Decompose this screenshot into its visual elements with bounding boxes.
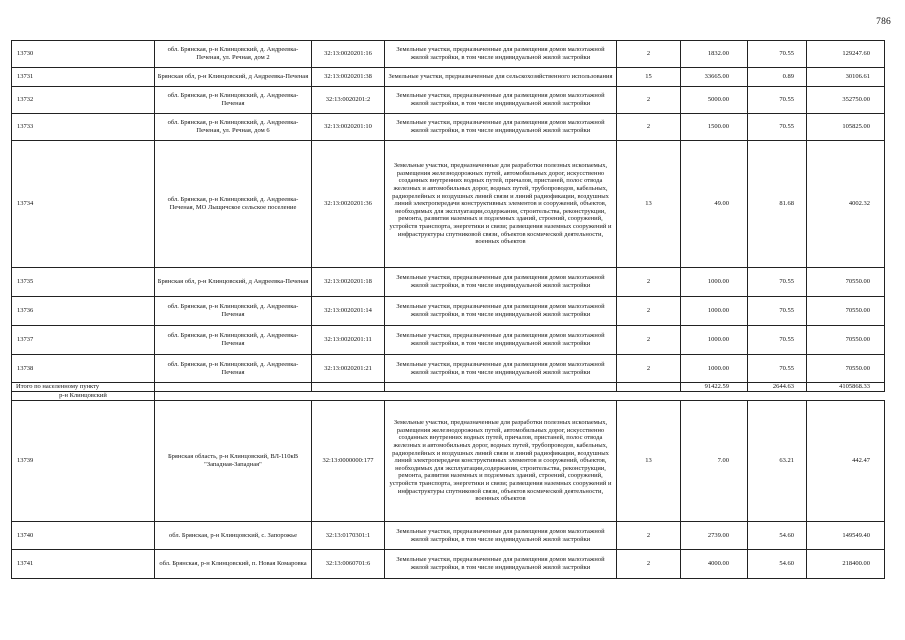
table-row — [12, 68, 885, 87]
use-group-cell: 2 — [617, 297, 681, 326]
cadastral-value-cell: 70550.00 — [807, 326, 885, 355]
address-cell: Брянская область, р-н Клинцовский, ВЛ-110кВ "Западная-Западная" — [155, 401, 312, 522]
address-cell: обл. Брянская, р-н Клинцовский, д. Андреевка-Печеная, ул. Речная, дом 2 — [155, 41, 312, 68]
cadastral-value-cell: 4002.32 — [807, 141, 885, 268]
use-group-cell: 2 — [617, 87, 681, 114]
table-row — [12, 41, 885, 68]
land-use-cell: Земельные участки, предназначенные для размещения домов малоэтажной жилой застройки, в том числе индивидуальной жилой застройки — [385, 87, 617, 114]
specific-value-cell: 70.55 — [748, 114, 807, 141]
use-group-cell: 2 — [617, 550, 681, 579]
use-group-cell: 2 — [617, 326, 681, 355]
cadastral-value-cell: 70550.00 — [807, 355, 885, 383]
cadastral-value-cell: 30106.61 — [807, 68, 885, 87]
specific-value-cell: 70.55 — [748, 297, 807, 326]
specific-value-cell: 70.55 — [748, 355, 807, 383]
area-cell: 49.00 — [681, 141, 748, 268]
cadastral-value-cell: 352750.00 — [807, 87, 885, 114]
row-number: 13738 — [12, 355, 155, 383]
area-cell: 1000.00 — [681, 297, 748, 326]
page-number: 786 — [876, 17, 891, 27]
use-group-cell: 15 — [617, 68, 681, 87]
use-group-cell: 2 — [617, 114, 681, 141]
cadastral-value-cell: 149549.40 — [807, 522, 885, 550]
table-row — [12, 297, 885, 326]
address-cell: обл. Брянская, р-н Клинцовский, с. Запорожье — [155, 522, 312, 550]
row-number: 13741 — [12, 550, 155, 579]
specific-value-cell: 81.68 — [748, 141, 807, 268]
land-use-cell: Земельные участки, предназначенные для размещения домов малоэтажной жилой застройки, в том числе индивидуальной жилой застройки — [385, 522, 617, 550]
use-group-cell: 13 — [617, 141, 681, 268]
table-row — [12, 401, 885, 522]
cadastral-value-table — [11, 40, 885, 579]
specific-value-cell: 70.55 — [748, 41, 807, 68]
land-use-cell: Земельные участки, предназначенные для размещения домов малоэтажной жилой застройки, в том числе индивидуальной жилой застройки — [385, 114, 617, 141]
row-number: 13740 — [12, 522, 155, 550]
cadastral-value-cell: 70550.00 — [807, 268, 885, 297]
area-cell: 1000.00 — [681, 355, 748, 383]
area-cell: 1000.00 — [681, 326, 748, 355]
area-cell: 33665.00 — [681, 68, 748, 87]
land-use-cell: Земельные участки, предназначенные для разработки полезных ископаемых, размещения железнодорожных путей, автомобильных дорог, искусственно созданных внутренних водных путей, причалов, пристаней, полос отвода железных и автомобильных дорог, водных путей, трубопроводов, кабельных, радиорелейных и воздушных линий связи и линий радиофикации, воздушных линий электропередачи конструктивных элементов и сооружений, объектов, необходимых для эксплуатации,содержания, строительства, реконструкции, ремонта, развития наземных и подземных зданий, строений, сооружений, устройств транспорта, энергетики и связи; размещения наземных сооружений и инфраструктуры спутниковой связи, объектов космической деятельности, военных объектов — [385, 401, 617, 522]
table-row — [12, 268, 885, 297]
area-cell: 4000.00 — [681, 550, 748, 579]
land-use-cell: Земельные участки, предназначенные для сельскохозяйственного использования — [385, 68, 617, 87]
address-cell: обл. Брянская, р-н Клинцовский, д. Андреевка-Печеная — [155, 297, 312, 326]
cadastral-number-cell: 32:13:0020201:11 — [312, 326, 385, 355]
address-cell: обл. Брянская, р-н Клинцовский, д. Андреевка-Печеная, МО Лыщичское сельское поселение — [155, 141, 312, 268]
cadastral-value-cell: 70550.00 — [807, 297, 885, 326]
land-use-cell: Земельные участки, предназначенные для размещения домов малоэтажной жилой застройки, в том числе индивидуальной жилой застройки — [385, 268, 617, 297]
cadastral-value-cell: 442.47 — [807, 401, 885, 522]
table-row — [12, 326, 885, 355]
settlement-total-row — [12, 383, 885, 392]
address-cell: Брянская обл, р-н Клинцовский, д Андреевка-Печеная — [155, 268, 312, 297]
address-cell: обл. Брянская, р-н Клинцовский, д. Андреевка-Печеная, ул. Речная, дом 6 — [155, 114, 312, 141]
section-empty-cell — [155, 392, 885, 401]
row-number: 13734 — [12, 141, 155, 268]
land-use-cell: Земельные участки, предназначенные для разработки полезных ископаемых, размещения железнодорожных путей, автомобильных дорог, искусственно созданных внутренних водных путей, причалов, пристаней, полос отвода железных и автомобильных дорог, водных путей, трубопроводов, кабельных, радиорелейных и воздушных линий связи и линий радиофикации, воздушных линий электропередачи конструктивных элементов и сооружений, объектов, необходимых для эксплуатации,содержания, строительства, реконструкции, ремонта, развития наземных и подземных зданий, строений, сооружений, устройств транспорта, энергетики и связи; размещения наземных сооружений и инфраструктуры спутниковой связи, объектов космической деятельности, военных объектов — [385, 141, 617, 268]
specific-value-cell: 0.89 — [748, 68, 807, 87]
district-label: р-н Клинцовский — [12, 392, 155, 401]
district-section-row — [12, 392, 885, 401]
table-body-bottom — [12, 401, 885, 579]
row-number: 13730 — [12, 41, 155, 68]
total-empty-cell — [312, 383, 385, 392]
cadastral-number-cell: 32:13:0020201:2 — [312, 87, 385, 114]
total-rate: 2644.63 — [748, 383, 807, 392]
land-use-cell: Земельные участки, предназначенные для размещения домов малоэтажной жилой застройки, в том числе индивидуальной жилой застройки — [385, 355, 617, 383]
total-empty-cell — [617, 383, 681, 392]
total-empty-cell — [155, 383, 312, 392]
specific-value-cell: 54.60 — [748, 550, 807, 579]
land-use-cell: Земельные участки, предназначенные для размещения домов малоэтажной жилой застройки, в том числе индивидуальной жилой застройки — [385, 297, 617, 326]
table-row — [12, 141, 885, 268]
row-number: 13736 — [12, 297, 155, 326]
table-row — [12, 355, 885, 383]
cadastral-number-cell: 32:13:0020201:16 — [312, 41, 385, 68]
cadastral-value-cell: 105825.00 — [807, 114, 885, 141]
cadastral-number-cell: 32:13:0170301:1 — [312, 522, 385, 550]
specific-value-cell: 70.55 — [748, 87, 807, 114]
use-group-cell: 2 — [617, 41, 681, 68]
cadastral-number-cell: 32:13:0020201:18 — [312, 268, 385, 297]
total-area: 91422.59 — [681, 383, 748, 392]
address-cell: обл. Брянская, р-н Клинцовский, д. Андреевка-Печеная — [155, 355, 312, 383]
use-group-cell: 2 — [617, 522, 681, 550]
area-cell: 1832.00 — [681, 41, 748, 68]
cadastral-value-cell: 218400.00 — [807, 550, 885, 579]
area-cell: 5000.00 — [681, 87, 748, 114]
cadastral-number-cell: 32:13:0020201:21 — [312, 355, 385, 383]
address-cell: обл. Брянская, р-н Клинцовский, д. Андреевка-Печеная — [155, 87, 312, 114]
table-row — [12, 522, 885, 550]
specific-value-cell: 70.55 — [748, 268, 807, 297]
land-use-cell: Земельные участки, предназначенные для размещения домов малоэтажной жилой застройки, в том числе индивидуальной жилой застройки — [385, 326, 617, 355]
address-cell: обл. Брянская, р-н Клинцовский, д. Андреевка-Печеная — [155, 326, 312, 355]
row-number: 13735 — [12, 268, 155, 297]
row-number: 13739 — [12, 401, 155, 522]
address-cell: Брянская обл, р-н Клинцовский, д Андреевка-Печеная — [155, 68, 312, 87]
cadastral-value-cell: 129247.60 — [807, 41, 885, 68]
total-value: 4105868.33 — [807, 383, 885, 392]
area-cell: 1500.00 — [681, 114, 748, 141]
use-group-cell: 2 — [617, 355, 681, 383]
land-use-cell: Земельные участки, предназначенные для размещения домов малоэтажной жилой застройки, в том числе индивидуальной жилой застройки — [385, 550, 617, 579]
table-body-total — [12, 383, 885, 401]
row-number: 13737 — [12, 326, 155, 355]
row-number: 13732 — [12, 87, 155, 114]
area-cell: 7.00 — [681, 401, 748, 522]
area-cell: 1000.00 — [681, 268, 748, 297]
row-number: 13733 — [12, 114, 155, 141]
total-label: Итого по населенному пункту — [12, 383, 155, 392]
cadastral-number-cell: 32:13:0020201:10 — [312, 114, 385, 141]
use-group-cell: 2 — [617, 268, 681, 297]
cadastral-number-cell: 32:13:0020201:36 — [312, 141, 385, 268]
cadastral-number-cell: 32:13:0020201:14 — [312, 297, 385, 326]
specific-value-cell: 63.21 — [748, 401, 807, 522]
specific-value-cell: 70.55 — [748, 326, 807, 355]
cadastral-number-cell: 32:13:0060701:6 — [312, 550, 385, 579]
table-row — [12, 87, 885, 114]
use-group-cell: 13 — [617, 401, 681, 522]
table-row — [12, 114, 885, 141]
total-empty-cell — [385, 383, 617, 392]
area-cell: 2739.00 — [681, 522, 748, 550]
cadastral-number-cell: 32:13:0000000:177 — [312, 401, 385, 522]
cadastral-number-cell: 32:13:0020201:38 — [312, 68, 385, 87]
table-row — [12, 550, 885, 579]
land-use-cell: Земельные участки, предназначенные для размещения домов малоэтажной жилой застройки, в том числе индивидуальной жилой застройки — [385, 41, 617, 68]
row-number: 13731 — [12, 68, 155, 87]
address-cell: обл. Брянская, р-н Клинцовский, п. Новая Комаровка — [155, 550, 312, 579]
specific-value-cell: 54.60 — [748, 522, 807, 550]
table-body-top — [12, 41, 885, 383]
